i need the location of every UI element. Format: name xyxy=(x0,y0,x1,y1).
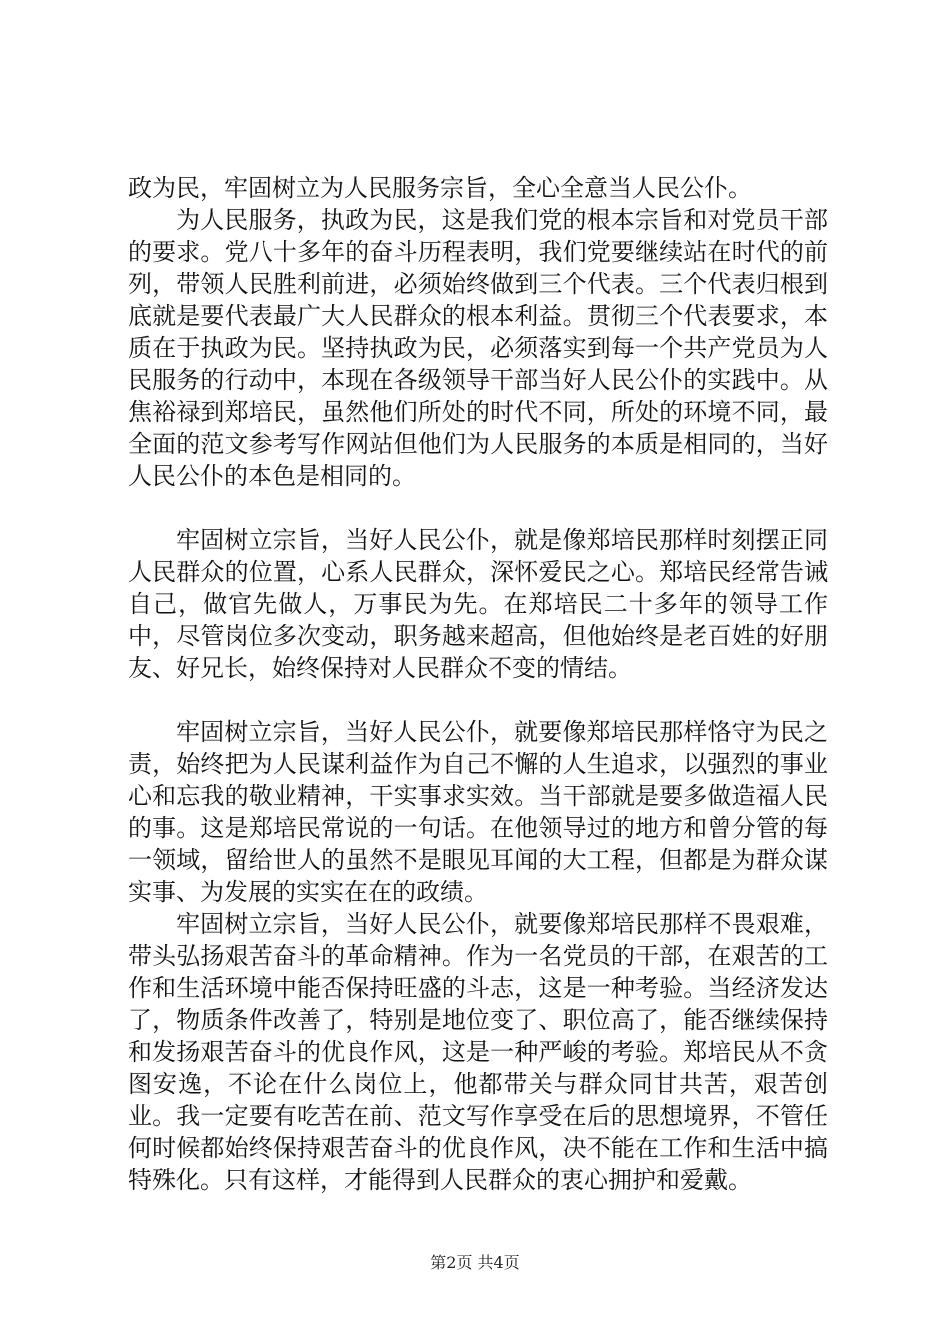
page-footer: 第2页 共4页 xyxy=(430,1253,520,1272)
document-body xyxy=(128,172,828,1196)
paragraph-duty-to-people: 牢固树立宗旨，当好人民公仆，就要像郑培民那样恪守为民之责，始终把为人民谋利益作为自己不懈的人生追求，以强烈的事业心和忘我的敬业精神，干实事求实效。当干部就是要多做造福人民的事。这是郑培民常说的一句话。在他领导过的地方和曾分管的每一领域，留给世人的虽然不是眼见耳闻的大工程，但都是为群众谋实事、为发展的实实在在的政绩。 xyxy=(128,718,828,906)
paragraph-position-with-people: 牢固树立宗旨，当好人民公仆，就是像郑培民那样时刻摆正同人民群众的位置，心系人民群众，深怀爱民之心。郑培民经常告诫自己，做官先做人，万事民为先。在郑培民二十多年的领导工作中，尽管岗位多次变动，职务越来超高，但他始终是老百姓的好朋友、好兄长，始终保持对人民群众不变的情结。 xyxy=(128,526,828,682)
paragraph-hard-work-spirit: 牢固树立宗旨，当好人民公仆，就要像郑培民那样不畏艰难，带头弘扬艰苦奋斗的革命精神。作为一名党员的干部，在艰苦的工作和生活环境中能否保持旺盛的斗志，这是一种考验。当经济发达了，物质条件改善了，特别是地位变了、职位高了，能否继续保持和发扬艰苦奋斗的优良作风，这是一种严峻的考验。郑培民从不贪图安逸，不论在什么岗位上，他都带关与群众同甘共苦，艰苦创业。我一定要有吃苦在前、范文写作享受在后的思想境界，不管任何时候都始终保持艰苦奋斗的优良作风，决不能在工作和生活中搞特殊化。只有这样，才能得到人民群众的衷心拥护和爱戴。 xyxy=(128,910,828,1194)
paragraph-serve-people: 为人民服务，执政为民，这是我们党的根本宗旨和对党员干部的要求。党八十多年的奋斗历程表明，我们党要继续站在时代的前列，带领人民胜利前进，必须始终做到三个代表。三个代表归根到底就是要代表最广大人民群众的根本利益。贯彻三个代表要求，本质在于执政为民。坚持执政为民，必须落实到每一个共产党员为人民服务的行动中，本现在各级领导干部当好人民公仆的实践中。从焦裕禄到郑培民，虽然他们所处的时代不同，所处的环境不同，最全面的范文参考写作网站但他们为人民服务的本质是相同的，当好人民公仆的本色是相同的。 xyxy=(128,206,828,490)
paragraph-continuation: 政为民，牢固树立为人民服务宗旨，全心全意当人民公仆。 xyxy=(128,174,752,202)
